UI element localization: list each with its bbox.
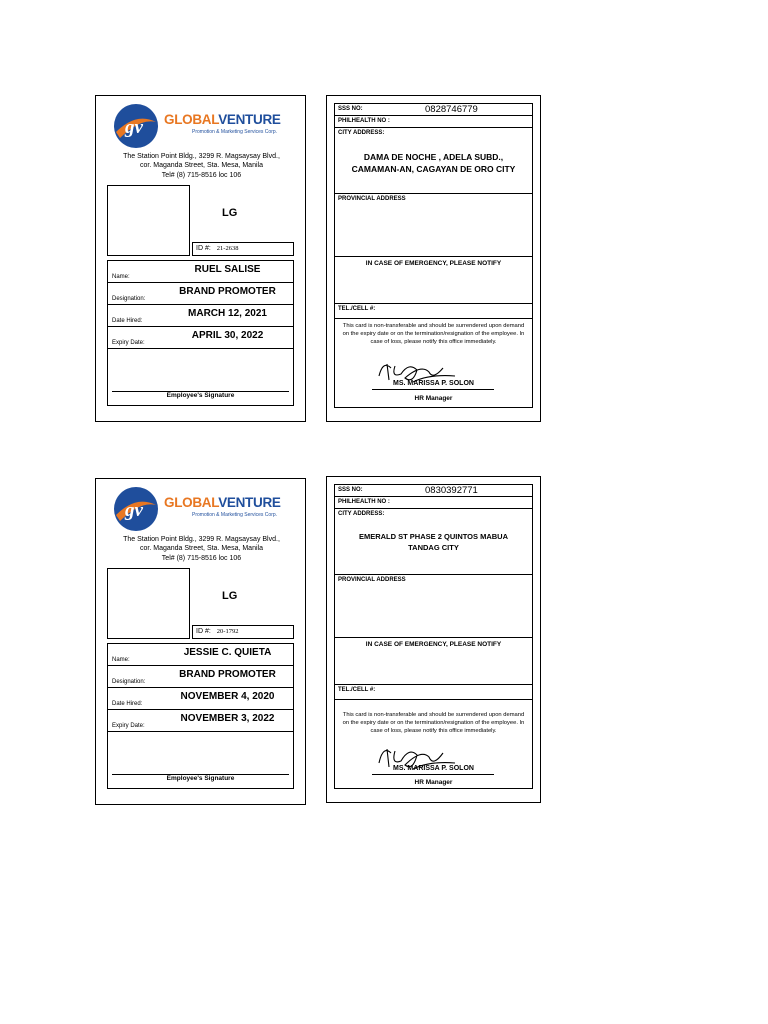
employee-designation: BRAND PROMOTER bbox=[179, 669, 276, 680]
city-address-row: CITY ADDRESS: EMERALD ST PHASE 2 QUINTOS MABUA TANDAG CITY bbox=[335, 509, 532, 575]
employee-name: RUEL SALISE bbox=[194, 264, 261, 275]
philhealth-row: PHILHEALTH NO : bbox=[335, 497, 532, 509]
sss-row: SSS NO: 0828746779 bbox=[335, 104, 532, 116]
card-notice: This card is non-transferable and should be surrendered upon demand on the expiry date or on the termination/resignation of the employee. In case of loss, please notify this office immediately. bbox=[342, 323, 525, 346]
company-address: The Station Point Bldg., 3299 R. Magsaysay Blvd., cor. Maganda Street, Sta. Mesa, Manila Tel# (8) 715-8516 loc 106 bbox=[123, 153, 280, 179]
hr-name: MS. MARISSA P. SOLON bbox=[393, 765, 474, 772]
tel-row: TEL./CELL #: bbox=[335, 685, 532, 700]
designation-row: Designation: BRAND PROMOTER bbox=[108, 283, 293, 305]
globe-logo-icon bbox=[112, 485, 160, 533]
name-row: Name: RUEL SALISE bbox=[108, 261, 293, 283]
sss-number: 0830392771 bbox=[425, 485, 478, 496]
id-number: 20-1792 bbox=[216, 628, 239, 635]
city-address-row: CITY ADDRESS: DAMA DE NOCHE , ADELA SUBD., CAMAMAN-AN, CAGAYAN DE ORO CITY bbox=[335, 128, 532, 194]
company-name: GLOBALVENTURE bbox=[164, 112, 281, 127]
id-number: 21-2638 bbox=[216, 245, 239, 252]
expiry-date: NOVEMBER 3, 2022 bbox=[180, 713, 275, 724]
company-tagline: Promotion & Marketing Services Corp. bbox=[192, 512, 278, 518]
hr-name: MS. MARISSA P. SOLON bbox=[393, 380, 474, 387]
sss-number: 0828746779 bbox=[425, 104, 478, 115]
id-number-box: ID #: 20-1792 bbox=[192, 625, 294, 639]
id-card-back-1 bbox=[326, 95, 541, 422]
date-hired: NOVEMBER 4, 2020 bbox=[180, 691, 275, 702]
date-hired-row: Date Hired: MARCH 12, 2021 bbox=[108, 305, 293, 327]
designation-row: Designation: BRAND PROMOTER bbox=[108, 666, 293, 688]
expiry-date: APRIL 30, 2022 bbox=[191, 330, 264, 341]
photo-placeholder bbox=[107, 568, 190, 639]
expiry-date-row: Expiry Date: APRIL 30, 2022 bbox=[108, 327, 293, 349]
svg-text:gv: gv bbox=[125, 500, 143, 521]
employee-details bbox=[107, 643, 294, 789]
company-address: The Station Point Bldg., 3299 R. Magsaysay Blvd., cor. Maganda Street, Sta. Mesa, Manila Tel# (8) 715-8516 loc 106 bbox=[123, 536, 280, 562]
company-name: GLOBALVENTURE bbox=[164, 495, 281, 510]
employee-code: LG bbox=[222, 590, 238, 602]
id-number-box: ID #: 21-2638 bbox=[192, 242, 294, 256]
company-logo bbox=[112, 102, 292, 150]
employee-code: LG bbox=[222, 207, 238, 219]
date-hired: MARCH 12, 2021 bbox=[188, 308, 267, 319]
photo-placeholder bbox=[107, 185, 190, 256]
back-details bbox=[334, 103, 533, 408]
employee-designation: BRAND PROMOTER bbox=[179, 286, 276, 297]
employee-name: JESSIE C. QUIETA bbox=[183, 647, 272, 658]
emergency-row: IN CASE OF EMERGENCY, PLEASE NOTIFY bbox=[335, 257, 532, 304]
card-notice: This card is non-transferable and should be surrendered upon demand on the expiry date or on the termination/resignation of the employee. In case of loss, please notify this office immediately. bbox=[342, 712, 525, 735]
name-row: Name: JESSIE C. QUIETA bbox=[108, 644, 293, 666]
employee-signature-label: Employee's Signature bbox=[166, 392, 235, 399]
date-hired-row: Date Hired: NOVEMBER 4, 2020 bbox=[108, 688, 293, 710]
id-card-back-2 bbox=[326, 476, 541, 803]
philhealth-row: PHILHEALTH NO : bbox=[335, 116, 532, 128]
globe-logo-icon bbox=[112, 102, 160, 150]
id-card-front-1 bbox=[95, 95, 306, 422]
employee-signature-label: Employee's Signature bbox=[166, 775, 235, 782]
provincial-address-row: PROVINCIAL ADDRESS bbox=[335, 575, 532, 638]
hr-title: HR Manager bbox=[414, 779, 453, 786]
back-details bbox=[334, 484, 533, 789]
city-address: DAMA DE NOCHE , ADELA SUBD., CAMAMAN-AN, CAGAYAN DE ORO CITY bbox=[351, 152, 516, 174]
city-address: EMERALD ST PHASE 2 QUINTOS MABUA TANDAG CITY bbox=[358, 532, 509, 552]
id-card-front-2 bbox=[95, 478, 306, 805]
hr-title: HR Manager bbox=[414, 395, 453, 402]
company-tagline: Promotion & Marketing Services Corp. bbox=[192, 129, 278, 135]
tel-row: TEL./CELL #: bbox=[335, 304, 532, 319]
provincial-address-row: PROVINCIAL ADDRESS bbox=[335, 194, 532, 257]
company-logo bbox=[112, 485, 292, 533]
hr-signature-line bbox=[372, 774, 494, 775]
expiry-date-row: Expiry Date: NOVEMBER 3, 2022 bbox=[108, 710, 293, 732]
hr-signature-line bbox=[372, 389, 494, 390]
sss-row: SSS NO: 0830392771 bbox=[335, 485, 532, 497]
emergency-row: IN CASE OF EMERGENCY, PLEASE NOTIFY bbox=[335, 638, 532, 685]
employee-details bbox=[107, 260, 294, 406]
svg-text:gv: gv bbox=[125, 117, 143, 138]
